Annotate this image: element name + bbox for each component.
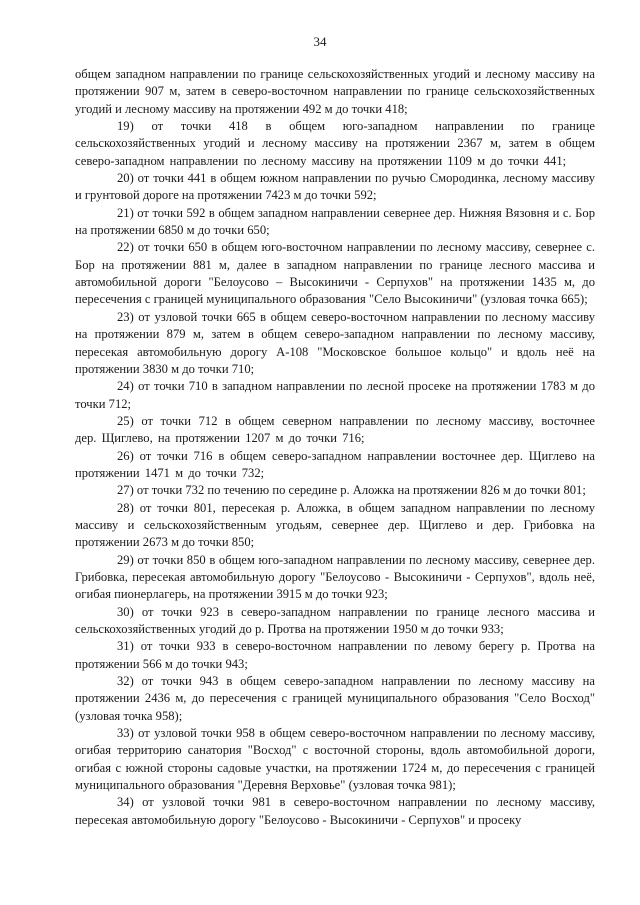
paragraph-item-24: 24) от точки 710 в западном направлении по лесной просеке на протяжении 1783 м до точки 712;: [75, 379, 595, 411]
paragraph-item-21: 21) от точки 592 в общем западном направлении севернее дер. Нижняя Вязовня и с. Бор на протяжении 6850 м до точки 650;: [75, 205, 595, 238]
paragraph-item-19: 19) от точки 418 в общем юго-западном направлении по границе сельскохозяйственных угодий и лесному массиву на протяжении 2367 м, затем в общем северо-западном направлении по лесному массиву на протяжении 1109 м до точки 441;: [75, 119, 595, 168]
paragraph-item-33: 33) от узловой точки 958 в общем северо-восточном направлении по лесному массиву, огибая территорию санатория "Восход" с восточной стороны, вдоль автомобильной дороги, огибая с южной стороны садовые участки, на протяжении 1724 м, до пересечения с границей муниципального образования "Деревня Верховье" (узловая точка 981);: [75, 726, 595, 793]
paragraph-item-32: 32) от точки 943 в общем северо-западном направлении по лесному массиву на протяжении 2436 м, до пересечения с границей муниципального образования "Село Восход" (узловая точка 958);: [75, 674, 595, 723]
paragraph-item-30: 30) от точки 923 в северо-западном направлении по границе лесного массива и сельскохозяйственных угодий до р. Протва на протяжении 1950 м до точки 933;: [75, 604, 595, 636]
paragraph-item-23: 23) от узловой точки 665 в общем северо-восточном направлении по лесному массиву на протяжении 879 м, затем в общем северо-западном направлении по лесному массиву, пересекая автомобильную дорогу А-108 "Московское большое кольцо" и вдоль неё на протяжении 3830 м до точки 710;: [75, 309, 595, 376]
paragraph-item-31: 31) от точки 933 в северо-восточном направлении по левому берегу р. Протва на протяжении 566 м до точки 943;: [75, 639, 595, 671]
paragraph-item-28: 28) от точки 801, пересекая р. Аложка, в общем западном направлении по лесному массиву и сельскохозяйственным угодьям, севернее дер. Щиглево и дер. Грибовка на протяжении 2673 м до точки 850;: [75, 500, 595, 550]
paragraph-item-26: 26) от точки 716 в общем северо-западном направлении восточнее дер. Щиглево на протяжении 1471 м до точки 732;: [75, 448, 595, 480]
paragraph-item-20: 20) от точки 441 в общем южном направлении по ручью Смородинка, лесному массиву и грунтовой дороге на протяжении 7423 м до точки 592;: [75, 171, 595, 203]
paragraph-item-29: 29) от точки 850 в общем юго-западном направлении по лесному массиву, севернее дер. Грибовка, пересекая автомобильную дорогу "Белоусово - Высокиничи - Серпухов", вдоль неё, огибая пионерлагерь, на протяжении 3915 м до точки 923;: [75, 552, 595, 602]
document-body: [75, 66, 595, 829]
paragraph-item-25: 25) от точки 712 в общем северном направлении по лесному массиву, восточнее дер. Щиглево, на протяжении 1207 м до точки 716;: [75, 413, 595, 446]
paragraph-item-22: 22) от точки 650 в общем юго-восточном направлении по лесному массиву, севернее с. Бор на протяжении 881 м, далее в западном направлении по границе лесного массива и автомобильной дороги "Белоусово – Высокиничи - Серпухов" на протяжении 1435 м, до пересечения с границей муниципального образования "Село Высокиничи" (узловая точка 665);: [75, 240, 595, 307]
paragraph-item-27: 27) от точки 732 по течению по середине р. Аложка на протяжении 826 м до точки 801;: [117, 483, 586, 498]
paragraph-continuation: общем западном направлении по границе сельскохозяйственных угодий и лесному массиву на протяжении 907 м, затем в северо-восточном направлении по границе сельскохозяйственных угодий и лесному массиву на протяжении 492 м до точки 418;: [75, 67, 595, 116]
paragraph-item-34: 34) от узловой точки 981 в северо-восточном направлении по лесному массиву, пересекая автомобильную дорогу "Белоусово - Высокиничи - Серпухов" и просеку: [75, 795, 595, 827]
page-number: 34: [313, 34, 327, 49]
